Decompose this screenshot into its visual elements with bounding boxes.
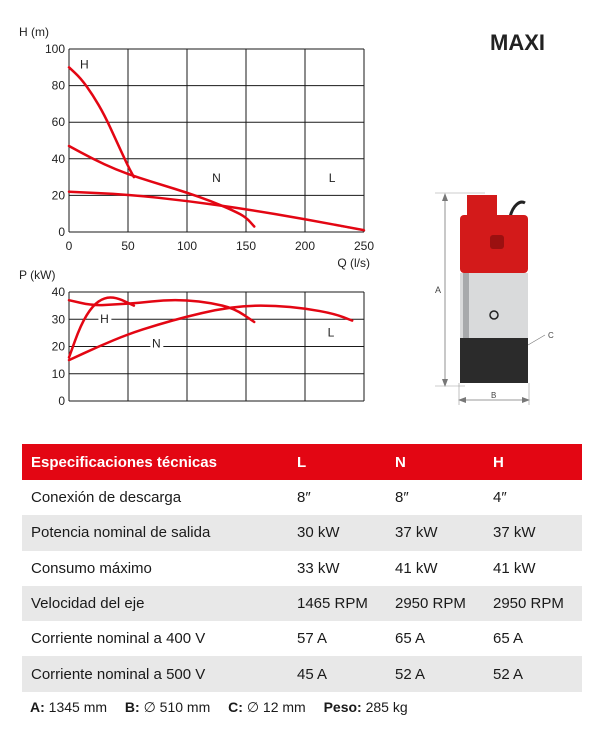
spec-header-h: H — [493, 444, 582, 480]
y-tick-label: 40 — [51, 151, 65, 166]
dimension-a-arrow-top — [442, 193, 448, 201]
y-tick-label: 20 — [51, 339, 65, 354]
table-row — [22, 480, 582, 515]
pump-cable — [510, 202, 525, 217]
x-tick-label: 100 — [176, 239, 198, 253]
row-label: Conexión de descarga — [31, 489, 182, 507]
pump-outlet — [467, 195, 497, 217]
dimension-b-label: B — [491, 391, 497, 400]
spec-header-n: N — [395, 444, 493, 480]
pump-diagram — [425, 185, 575, 415]
y-tick-label: 20 — [51, 188, 65, 203]
row-value-n: 52 A — [395, 656, 493, 691]
y-tick-label: 100 — [44, 42, 65, 56]
x-tick-label: 250 — [353, 239, 375, 253]
series-label-h: H — [80, 57, 89, 72]
series-line-l — [69, 306, 352, 361]
spec-header-row — [22, 444, 582, 480]
series-label-l: L — [328, 170, 336, 185]
y-axis-label: P (kW) — [19, 268, 56, 282]
series-line-l — [69, 192, 364, 230]
pump-body — [460, 273, 528, 338]
row-value-l: 33 kW — [297, 559, 340, 577]
table-row — [22, 621, 582, 656]
spec-table — [22, 444, 582, 692]
series-label-l: L — [327, 325, 335, 340]
y-tick-label: 40 — [51, 285, 65, 299]
x-axis-label: Q (l/s) — [337, 256, 370, 270]
dimensions-footer — [30, 699, 422, 716]
dimension-c-label: C — [548, 331, 554, 340]
pump-handle — [490, 235, 504, 249]
row-value-h: 41 kW — [493, 559, 536, 577]
row-value-n: 2950 RPM — [395, 586, 493, 621]
series-line-n — [69, 146, 254, 227]
row-value-n: 8″ — [395, 489, 409, 507]
series-label-h: H — [100, 311, 109, 326]
row-value-l: 57 A — [297, 630, 328, 648]
series-label-n: N — [151, 336, 161, 351]
row-label: Potencia nominal de salida — [22, 515, 297, 550]
row-value-n: 37 kW — [395, 515, 493, 550]
row-value-n: 41 kW — [395, 559, 438, 577]
footer-b: B: ∅ 510 mm — [124, 699, 211, 715]
row-value-n: 65 A — [395, 630, 426, 648]
x-tick-label: 150 — [235, 239, 257, 253]
row-value-h: 4″ — [493, 489, 507, 507]
y-tick-label: 0 — [58, 225, 65, 239]
row-label: Corriente nominal a 500 V — [22, 656, 297, 691]
row-label: Corriente nominal a 400 V — [31, 630, 206, 648]
dimension-c-leader — [528, 335, 545, 345]
x-tick-label: 50 — [121, 239, 135, 253]
y-tick-label: 10 — [51, 366, 65, 381]
footer-weight: Peso: 285 kg — [323, 699, 408, 715]
y-tick-label: 0 — [58, 394, 65, 408]
y-tick-label: 60 — [51, 115, 65, 130]
table-row — [22, 551, 582, 586]
row-value-h: 65 A — [493, 630, 524, 648]
table-row — [22, 515, 582, 550]
y-tick-label: 80 — [51, 78, 65, 93]
row-value-l: 8″ — [297, 489, 311, 507]
row-value-h: 2950 RPM — [493, 586, 582, 621]
row-value-l: 1465 RPM — [297, 586, 395, 621]
dimension-a-label: A — [435, 285, 442, 295]
spec-header-l: L — [297, 444, 395, 480]
x-tick-label: 200 — [294, 239, 316, 253]
footer-a: A: 1345 mm — [30, 699, 108, 715]
row-value-h: 37 kW — [493, 515, 582, 550]
footer-c: C: ∅ 12 mm — [228, 699, 306, 715]
row-label: Velocidad del eje — [22, 586, 297, 621]
table-row — [22, 586, 582, 621]
pump-body-shade — [463, 273, 469, 338]
y-axis-label: H (m) — [19, 25, 49, 39]
row-value-l: 45 A — [297, 656, 395, 691]
x-tick-label: 0 — [65, 239, 73, 253]
pump-strainer — [460, 338, 528, 383]
row-label: Consumo máximo — [31, 559, 152, 577]
row-value-l: 30 kW — [297, 515, 395, 550]
y-tick-label: 30 — [51, 312, 65, 327]
model-title: MAXI — [490, 30, 545, 55]
row-value-h: 52 A — [493, 656, 582, 691]
table-row — [22, 656, 582, 691]
series-label-n: N — [212, 170, 221, 185]
series-line-h — [69, 297, 134, 357]
spec-header-title: Especificaciones técnicas — [22, 444, 297, 480]
